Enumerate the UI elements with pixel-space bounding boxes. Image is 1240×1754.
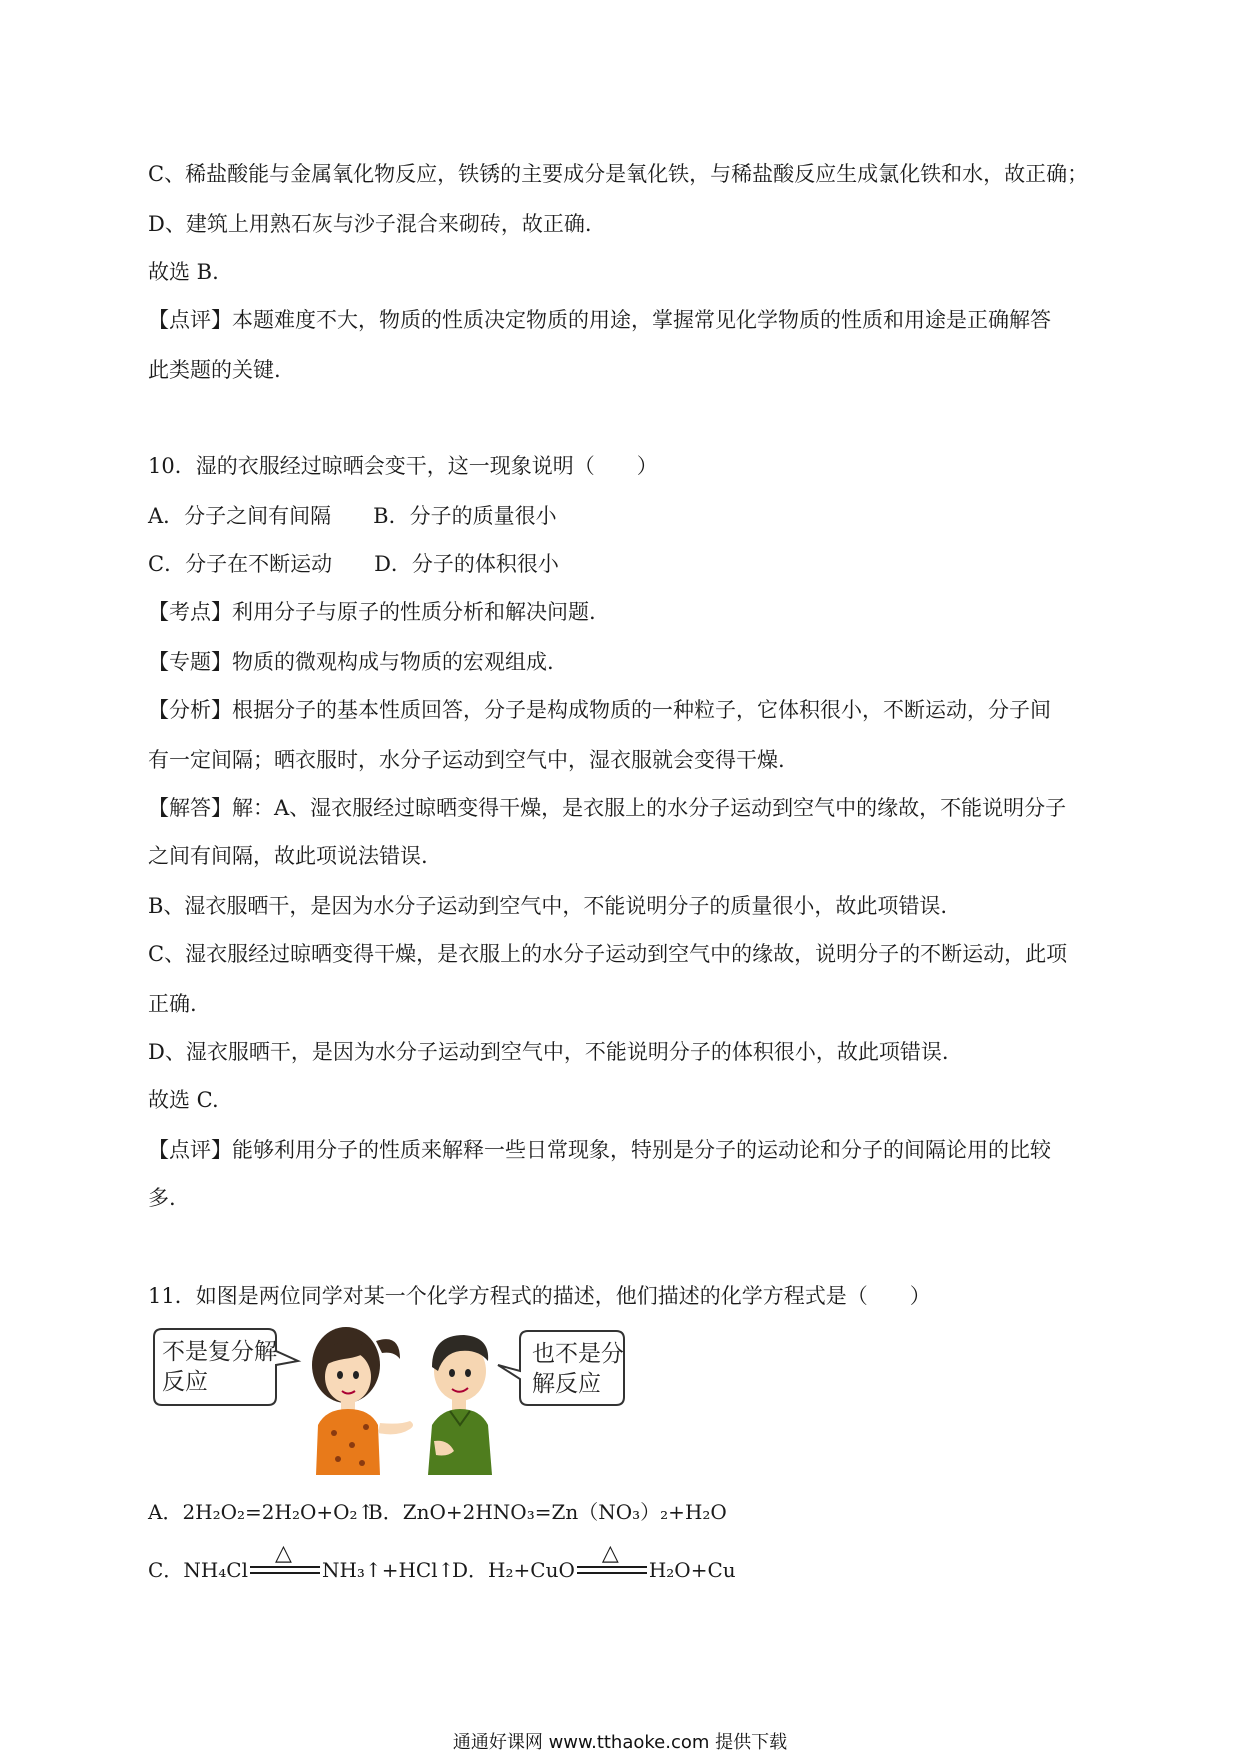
comment-line: 【点评】本题难度不大，物质的性质决定物质的用途，掌握常见化学物质的性质和用途是正确解答 bbox=[148, 308, 1051, 332]
zhuanti-line: 【专题】物质的微观构成与物质的宏观组成. bbox=[148, 650, 554, 674]
answer-line: C、湿衣服经过晾晒变得干燥，是衣服上的水分子运动到空气中的缘故，说明分子的不断运动，此项 bbox=[148, 942, 1068, 966]
heating-condition-arrow bbox=[575, 1541, 649, 1584]
girl-figure bbox=[312, 1327, 413, 1475]
heat-triangle-icon: △ bbox=[601, 1541, 619, 1566]
answer-line: B、湿衣服晒干，是因为水分子运动到空气中，不能说明分子的质量很小，故此项错误. bbox=[148, 894, 948, 918]
answer-line: D、湿衣服晒干，是因为水分子运动到空气中，不能说明分子的体积很小，故此项错误. bbox=[148, 1040, 949, 1064]
page-footer: 通通好课网 www.tthaoke.com 提供下载 bbox=[452, 1732, 788, 1753]
heat-triangle-icon: △ bbox=[274, 1541, 292, 1566]
text-line: C、稀盐酸能与金属氧化物反应，铁锈的主要成分是氧化铁，与稀盐酸反应生成氯化铁和水，故正确； bbox=[148, 162, 1089, 186]
question-10-stem: 10．湿的衣服经过晾晒会变干，这一现象说明（ ） bbox=[148, 454, 658, 478]
right-speech-bubble-text: 也不是分 解反应 bbox=[532, 1341, 624, 1397]
option-d-reactant: H₂+CuO bbox=[488, 1558, 575, 1582]
option-a-label: A． bbox=[148, 1500, 183, 1524]
analysis-line: 有一定间隔；晒衣服时，水分子运动到空气中，湿衣服就会变得干燥. bbox=[148, 748, 785, 772]
kaodian-line: 【考点】利用分子与原子的性质分析和解决问题. bbox=[148, 600, 596, 624]
option-b-formula: ZnO+2HNO₃=Zn（NO₃）₂+H₂O bbox=[402, 1500, 727, 1524]
left-speech-bubble-text: 不是复分解 反应 bbox=[162, 1339, 277, 1395]
option-c-label: C． bbox=[148, 1558, 184, 1582]
option-c-reactant: NH₄Cl bbox=[183, 1558, 248, 1582]
answer-line: 【解答】解：A、湿衣服经过晾晒变得干燥，是衣服上的水分子运动到空气中的缘故，不能说明分子 bbox=[148, 796, 1067, 820]
heating-condition-arrow bbox=[248, 1541, 322, 1584]
question-10-options-ab: A．分子之间有间隔 B．分子的质量很小 bbox=[148, 504, 557, 528]
option-b bbox=[368, 1498, 727, 1526]
boy-figure bbox=[428, 1335, 492, 1475]
option-d-label: D． bbox=[452, 1558, 489, 1582]
text-line: 故选 B. bbox=[148, 260, 219, 284]
option-d-products: H₂O+Cu bbox=[648, 1558, 736, 1582]
option-c bbox=[148, 1541, 455, 1584]
option-c-products: NH₃↑+HCl↑ bbox=[321, 1558, 455, 1582]
answer-line: 之间有间隔，故此项说法错误. bbox=[148, 844, 428, 868]
option-a-formula: 2H₂O₂=2H₂O+O₂↑ bbox=[182, 1500, 375, 1524]
students-illustration bbox=[148, 1325, 700, 1475]
text-line: D、建筑上用熟石灰与沙子混合来砌砖，故正确. bbox=[148, 212, 592, 236]
answer-line: 故选 C. bbox=[148, 1088, 219, 1112]
comment-line: 此类题的关键. bbox=[148, 358, 281, 382]
comment-line: 多. bbox=[148, 1186, 176, 1210]
option-a bbox=[148, 1498, 374, 1526]
answer-line: 正确. bbox=[148, 992, 197, 1016]
question-10-options-cd: C．分子在不断运动 D．分子的体积很小 bbox=[148, 552, 559, 576]
question-11-stem: 11．如图是两位同学对某一个化学方程式的描述，他们描述的化学方程式是（ ） bbox=[148, 1284, 931, 1308]
comment-line: 【点评】能够利用分子的性质来解释一些日常现象，特别是分子的运动论和分子的间隔论用的比较 bbox=[148, 1138, 1051, 1162]
option-d bbox=[452, 1541, 736, 1584]
option-b-label: B． bbox=[368, 1500, 403, 1524]
analysis-line: 【分析】根据分子的基本性质回答，分子是构成物质的一种粒子，它体积很小，不断运动，分子间 bbox=[148, 698, 1051, 722]
